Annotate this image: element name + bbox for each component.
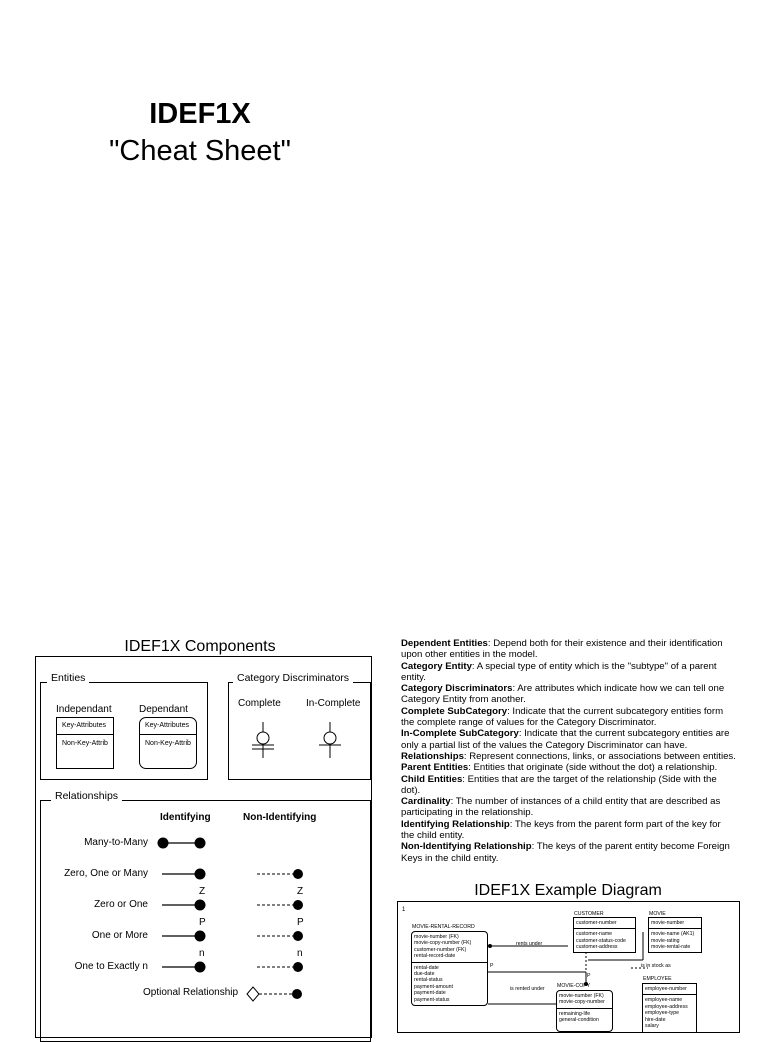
entity-attributes: remaining-life general-condition — [559, 1010, 599, 1024]
relationship-row-label: Zero, One or Many — [64, 868, 148, 879]
definition-item — [401, 728, 736, 751]
cardinality-marker: n — [297, 948, 303, 959]
entity-keys: employee-number — [643, 984, 696, 995]
relationship-row-label: Zero or One — [94, 899, 148, 910]
relationship-label: is rented under — [510, 986, 545, 992]
entity-keys: movie-number (FK) movie-copy-number — [557, 991, 612, 1009]
definition-term: Category Entity — [401, 660, 472, 672]
complete-label: Complete — [238, 698, 281, 709]
identifying-relationship-symbol — [156, 898, 208, 912]
dependent-entity — [139, 717, 197, 769]
definition-item — [401, 706, 736, 729]
components-panel — [35, 656, 372, 1038]
entity-keys: customer-number — [574, 918, 635, 929]
incomplete-discriminator-icon — [317, 720, 343, 760]
non-identifying-relationship-symbol — [255, 867, 307, 881]
relationship-label: is in stock as — [641, 963, 671, 969]
definition-term: Dependent Entities — [401, 638, 488, 649]
relationships-legend: Relationships — [51, 790, 122, 802]
entity-attributes: customer-name customer-status-code customer-address — [576, 931, 626, 951]
cardinality-marker: Z — [297, 886, 304, 897]
movie-rental-record-entity — [411, 931, 488, 1006]
definition-text: : Entities that are the target of the relationship (Side with the dot). — [401, 773, 717, 796]
optional-relationship-symbol — [244, 985, 304, 1005]
definition-item — [401, 661, 736, 684]
incomplete-label: In-Complete — [306, 698, 361, 709]
definition-term: Relationships — [401, 750, 464, 762]
definition-text: : A special type of entity which is the "subtype" of a parent entity. — [401, 660, 717, 683]
cardinality-marker: P — [297, 917, 304, 928]
identifying-relationship-symbol — [156, 960, 208, 974]
definition-text: : Entities that originate (side without the dot) a relationship. — [468, 762, 718, 774]
definition-text: : Represent connections, links, or associations between entities. — [463, 750, 736, 762]
definition-text: : Indicate that the current subcategory entities are only a partial list of the values the Category Discriminator can have. — [401, 728, 730, 751]
non-identifying-relationship-symbol — [255, 960, 307, 974]
identifying-relationship-symbol — [156, 929, 208, 943]
identifying-relationship-symbol — [156, 867, 208, 881]
definition-text: : Indicate that the current subcategory entities form the complete range of values for the Category Discriminator. — [401, 705, 724, 729]
non-identifying-relationship-symbol — [255, 898, 307, 912]
definition-item — [401, 683, 736, 706]
relationship-row-label: One to Exactly n — [74, 961, 148, 972]
entities-legend: Entities — [47, 672, 89, 684]
definition-term: In-Complete SubCategory — [401, 728, 519, 740]
cardinality-marker: n — [199, 948, 205, 959]
definition-item — [401, 841, 736, 864]
example-title: IDEF1X Example Diagram — [474, 882, 662, 899]
definition-text: : The keys of the parent entity become Foreign Keys in the child entity. — [401, 841, 730, 864]
optional-relationship-label: Optional Relationship — [143, 987, 239, 998]
complete-discriminator-icon — [250, 720, 276, 760]
employee-label: EMPLOYEE — [643, 976, 672, 982]
movie-entity — [648, 917, 702, 953]
entity-attributes: movie-name (AK1) movie-rating movie-rental-rate — [651, 931, 695, 951]
independent-label: Independant — [56, 704, 112, 715]
definition-term: Non-Identifying Relationship — [401, 841, 532, 853]
key-attributes-label: Key-Attributes — [140, 718, 196, 735]
definition-text: : The number of instances of a child entity that are described as participating in the relationship. — [401, 796, 721, 819]
components-title: IDEF1X Components — [124, 638, 276, 655]
definition-item — [401, 796, 736, 819]
entity-attributes: rental-date due-date rental-status payment-amount payment-date payment-status — [414, 964, 453, 1003]
example-diagram — [397, 901, 740, 1033]
movie-label: MOVIE — [649, 911, 666, 917]
customer-label: CUSTOMER — [574, 911, 604, 917]
definition-item — [401, 774, 736, 797]
page-title: IDEF1X — [149, 98, 251, 130]
definition-item — [401, 762, 736, 773]
independent-entity — [56, 717, 114, 769]
definition-text: : The keys from the parent form part of the key for the child entity. — [401, 818, 721, 842]
definition-item — [401, 751, 736, 762]
entity-attributes: employee-name employee-address employee-type hire-date salary — [645, 997, 688, 1030]
definition-term: Category Discriminators — [401, 683, 513, 695]
identifying-header: Identifying — [160, 812, 211, 823]
definitions-list — [401, 638, 736, 864]
movie-copy-label: MOVIE-COPY — [557, 983, 591, 989]
cardinality-marker: P — [490, 963, 494, 969]
definition-item — [401, 819, 736, 842]
identifying-relationship-symbol — [156, 836, 208, 850]
cardinality-marker: P — [587, 973, 591, 979]
customer-entity — [573, 917, 636, 953]
definition-term: Complete SubCategory — [401, 705, 508, 717]
page-subtitle: "Cheat Sheet" — [109, 135, 291, 167]
definition-term: Parent Entities — [401, 762, 469, 774]
entity-keys: movie-number (FK) movie-copy-number (FK) customer-number (FK) rental-record-date — [412, 932, 487, 963]
cardinality-marker: Z — [199, 886, 206, 897]
relationship-row-label: Many-to-Many — [84, 837, 148, 848]
definition-item — [401, 638, 736, 661]
relationship-row-label: One or More — [91, 930, 148, 941]
non-key-attributes-label: Non-Key-Attrib — [145, 740, 191, 747]
employee-entity — [642, 983, 697, 1033]
page-number: 1 — [402, 907, 406, 913]
entity-keys: movie-number — [649, 918, 701, 929]
relationship-label: rents under — [516, 941, 543, 947]
movie-copy-entity — [556, 990, 613, 1032]
definition-text: : Are attributes which indicate how we can tell one Category Entity from another. — [401, 683, 725, 706]
definition-text: : Depend both for their existence and their identification upon other entities in the model. — [401, 638, 723, 661]
non-identifying-header: Non-Identifying — [243, 812, 317, 823]
definition-term: Child Entities — [401, 773, 463, 785]
definition-term: Identifying Relationship — [401, 818, 510, 830]
key-attributes-label: Key-Attributes — [57, 718, 113, 735]
cardinality-marker: P — [199, 917, 206, 928]
definition-term: Cardinality — [401, 796, 451, 808]
dependent-label: Dependant — [139, 704, 188, 715]
category-discriminators-legend: Category Discriminators — [233, 672, 353, 684]
non-identifying-relationship-symbol — [255, 929, 307, 943]
non-key-attributes-label: Non-Key-Attrib — [62, 740, 108, 747]
movie-rental-record-label: MOVIE-RENTAL-RECORD — [412, 924, 475, 930]
